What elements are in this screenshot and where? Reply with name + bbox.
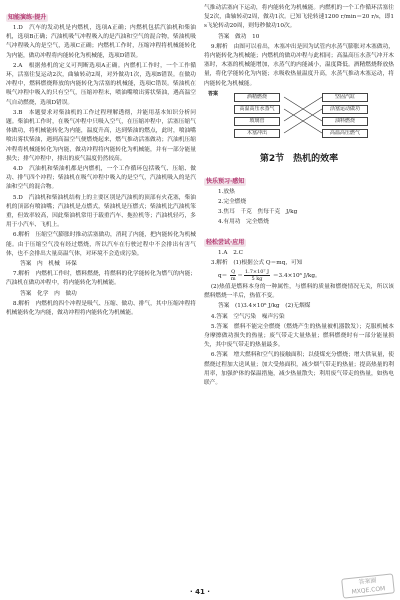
answer-q7: 7.解析 内燃机工作时，燃料燃烧，将燃料的化学能转化为燃气的内能；汽油机在做功冲程中，将内能转化为机械能。 [6, 271, 196, 287]
section-tag-preview: 快乐预习·感知 [206, 177, 245, 185]
formula-rhs: ＝3.4×10⁶ J/kg。 [272, 273, 321, 280]
diagram-right-item-4: 高温高压燃气 [322, 129, 368, 138]
answer-q7-final: 答案 化学 内 做功 [20, 290, 77, 297]
diagram-left-item-1: 酒精燃烧 [234, 93, 280, 102]
answer-q5: 5.D 汽油机和柴油机结构上的主要区别是汽油机的顶部有火花塞，柴油机的顶部有喷油嘴；汽油机是点燃式，柴油机是压燃式；柴油机比汽油机笨重，但效率较高，因此柴油机常用于载重汽车、拖拉机等；汽油机轻巧，多用于小汽车、飞机上。 [6, 194, 196, 229]
diagram-left-item-2: 高温高压水蒸气 [234, 105, 280, 114]
answer-q9: 9.解析 由图可以看出，木塞冲出是因为试管内水蒸气膨胀对木塞做功，将内能转化为机械能；内燃机的做功冲程与此相同；高温高压水蒸气冲开木塞时，木塞的机械能增加，水蒸气的内能减小，温度降低。酒精燃烧释放热量，将化学能转化为内能；水吸收热量温度升高，水蒸气推动木塞运动，将内能转化为机械能。 [204, 43, 394, 87]
fraction-2-denominator: 5 kg [251, 276, 263, 283]
answer-q1: 1.D 汽车的发动机是内燃机，选项A正确；内燃机包括汽油机和柴油机，选项B正确；汽油机吸气冲程吸入的是汽油和空气的混合物，柴油机吸气冲程吸入的是空气，选项C正确；内燃机工作时，压缩冲程将机械能转化为内能，做功冲程将内能转化为机械能，选项D错误。 [6, 25, 196, 59]
section-tag-zhineng: 知能演练·提升 [8, 14, 47, 21]
preview-answer-2: 2.完全燃烧 [218, 199, 247, 206]
apply-answer-3-part2: (2)热值是燃料本身的一种属性，与燃料的质量和燃烧情况无关，所以该燃料燃烧一半后，热值不变。 [204, 284, 394, 300]
apply-answer-5: 5.答案 燃料不能完全燃烧（燃烧产生的热量被机器散发）；克服机械本身摩擦做功损失的热量；废气带走大量热量；燃料燃烧时有一部分能量损失，其中废气带走的热量最多。 [204, 323, 394, 349]
apply-answer-3-final: 答案 (1)3.4×10⁶ J/kg (2)无烟煤 [218, 303, 311, 310]
answer-q8: 8.解析 内燃机的四个冲程是吸气、压缩、做功、排气，其中压缩冲程将机械能转化为内能，做功冲程将内能转化为机械能。 [6, 300, 196, 317]
answer-q2: 2.A 根据热机的定义可判断选项A正确。内燃机工作时，一个工作循环，活塞往复运动2次，曲轴转动2周，对外做功1次，选项B错误。在做功冲程中，燃料燃烧释放的内能转化为活塞的机械能，选项C错误。柴油机在吸气冲程中吸入的只有空气，压缩冲程末，喷油嘴喷出雾状柴油，遇高温空气自动燃烧，选项D错误。 [6, 62, 196, 106]
answer-q8-final: 答案 做功 10 [218, 33, 260, 40]
preview-answer-4: 4.有用功 完全燃烧 [218, 219, 269, 226]
answer-q6: 6.解析 压缩空气膨胀时推动活塞做功，消耗了内能，把内能转化为机械能。由于压缩空气没有经过燃烧，所以汽车在行驶过程中不会排出有害气体，也不会排出大量高温气体，对环境不会造成污染。 [6, 232, 196, 257]
fraction-1-denominator: m [230, 276, 236, 283]
section-tag-apply: 轻松尝试·应用 [206, 238, 245, 246]
formula-fraction-1 [230, 269, 236, 282]
left-column [6, 4, 196, 319]
matching-lines [204, 91, 394, 147]
formula-lhs: q＝ [218, 273, 228, 280]
apply-answer-6: 6.答案 增大燃料和空气的接触面积；以使煤充分燃烧；增大供氧量，使燃烧过程加大送风量；加大受热面积，减少烟气带走的热量；提高热量的利用率，加强炉体的保温措施，减少热量散失；利用废气带走的热量，如热电联产。 [204, 352, 394, 387]
apply-answer-4: 4.答案 空气污染 噪声污染 [210, 313, 285, 320]
apply-answer-3-formula: q＝ $\frac{Q}{m}=$ $\frac{\text{1.7×10⁷ J}}{5 kg} =3.4\times 10^6$ J/kg。 [218, 269, 321, 283]
answer-q6-final: 答案 内 机械 环保 [20, 261, 77, 268]
answer-q8-continued: 气推动活塞向下运动，将内能转化为机械能。内燃机的一个工作循环活塞往复2次，曲轴转动2周，做功1次。已知飞轮转速1200 r/min＝20 r/s，即1 s飞轮转动20周，则每秒做功10次。 [204, 5, 394, 30]
right-column [204, 4, 394, 389]
preview-answer-3: 3.焦耳 千克 焦每千克 J/kg [218, 209, 298, 216]
diagram-right-item-1: 坚固汽缸 [322, 93, 368, 102]
diagram-left-item-3: 玻璃管 [234, 117, 280, 126]
section-title: 第2节 热机的效率 [259, 153, 339, 164]
diagram-answer-label: 答案 [208, 90, 219, 97]
answer-q3: 3.B 本题要求对柴油机的工作过程理解透彻，并能用基本知识分析问题。柴油机工作时，在吸气冲程中只吸入空气，在压缩冲程中，活塞压缩气体做功，将机械能转化为内能，温度升高，达到柴油的燃点，此时，喷油嘴喷出雾状柴油，遇到高温空气便燃烧起来，燃气推动活塞做功；汽油机压缩冲程将机械能转化为内能，做功冲程将内能转化为机械能，并有一部分能量损失；排气冲程中，排出的废气温度仍然较高。 [6, 109, 196, 162]
preview-answer-1: 1.放热 [218, 188, 235, 195]
matching-diagram [204, 91, 394, 147]
page-number: · 41 · [190, 588, 210, 596]
answer-q4: 4.D 汽油机和柴油机都是内燃机，一个工作循环包括吸气、压缩、做功、排气四个冲程；柴油机在吸气冲程中吸入的是空气，汽油机吸入的是汽油和空气的混合物。 [6, 166, 196, 191]
fraction-1-numerator: Q [231, 269, 236, 276]
fraction-2-numerator: 1.7×10⁷ J [244, 269, 270, 276]
formula-fraction-2 [244, 269, 270, 282]
apply-answer-1-2: 1.A 2.C [218, 249, 243, 256]
diagram-left-item-4: 木塞冲出 [234, 129, 280, 138]
diagram-right-item-2: 活塞运动做功 [322, 105, 368, 114]
apply-answer-3-head: 3.解析 (1)根据公式 Q＝mq，可知 [210, 259, 303, 266]
watermark-logo: 答案圈 MXQE.COM [341, 573, 395, 598]
diagram-right-item-3: 油料燃烧 [322, 117, 368, 126]
